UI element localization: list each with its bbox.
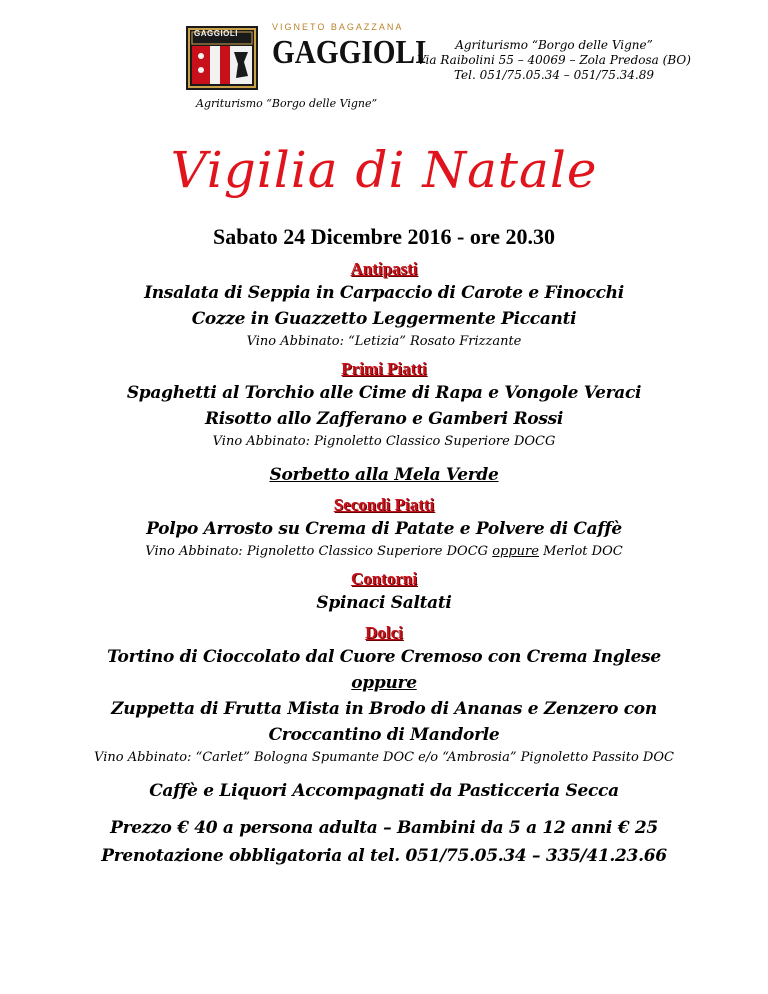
sorbetto: Sorbetto alla Mela Verde: [269, 465, 499, 485]
dish: Polpo Arrosto su Crema di Patate e Polvere di Caffè: [146, 519, 622, 539]
price-line: Prezzo € 40 a persona adulta – Bambini da 5 a 12 anni € 25: [110, 818, 658, 838]
section-heading-dolci: Dolci: [365, 623, 403, 642]
section-heading-contorni: Contorni: [350, 569, 418, 588]
page-title: Vigilia di Natale: [170, 141, 598, 199]
address-line: Via Raibolini 55 – 40069 – Zola Predosa (BO): [417, 53, 691, 67]
menu: [0, 258, 768, 870]
section-heading-secondi: Secondi Piatti: [333, 495, 435, 514]
dish-oppure: oppure: [351, 673, 417, 693]
closing-line: Caffè e Liquori Accompagnati da Pasticceria Secca: [149, 781, 619, 801]
booking-line: Prenotazione obbligatoria al tel. 051/75.05.34 – 335/41.23.66: [101, 846, 667, 866]
wine-pairing: Vino Abbinato: “Carlet” Bologna Spumante DOC e/o “Ambrosia” Pignoletto Passito DOC: [94, 750, 674, 765]
section-heading-antipasti: Antipasti: [350, 259, 418, 278]
address-line: Agriturismo “Borgo delle Vigne”: [455, 38, 653, 52]
event-date: Sabato 24 Dicembre 2016 - ore 20.30: [213, 224, 555, 249]
address-block: [404, 38, 704, 83]
logo: [178, 20, 427, 100]
crest-label: GAGGIOLI: [194, 29, 238, 38]
dish: Spinaci Saltati: [316, 593, 452, 613]
wine-oppure: oppure: [492, 544, 539, 559]
dish: Croccantino di Mandorle: [268, 725, 500, 745]
wine-pairing: [0, 542, 768, 562]
logo-brand: GAGGIOLI: [272, 34, 427, 71]
wine-text: Vino Abbinato: Pignoletto Classico Superiore DOCG: [145, 544, 493, 559]
wine-text: Merlot DOC: [538, 544, 623, 559]
section-heading-primi: Primi Piatti: [341, 359, 427, 378]
logo-caption: Agriturismo “Borgo delle Vigne”: [196, 97, 378, 110]
dish: Tortino di Cioccolato dal Cuore Cremoso con Crema Inglese: [107, 647, 661, 667]
dish: Zuppetta di Frutta Mista in Brodo di Ananas e Zenzero con: [111, 699, 657, 719]
dish: Risotto allo Zafferano e Gamberi Rossi: [204, 409, 564, 429]
wine-pairing: Vino Abbinato: “Letizia” Rosato Frizzante: [246, 334, 522, 349]
logo-top-text: VIGNETO BAGAZZANA: [272, 22, 404, 32]
dish: Spaghetti al Torchio alle Cime di Rapa e Vongole Veraci: [126, 383, 642, 403]
address-line: Tel. 051/75.05.34 – 051/75.34.89: [453, 68, 655, 82]
dish: Insalata di Seppia in Carpaccio di Carote e Finocchi: [144, 283, 624, 303]
dish: Cozze in Guazzetto Leggermente Piccanti: [191, 309, 577, 329]
wine-pairing: Vino Abbinato: Pignoletto Classico Superiore DOCG: [212, 434, 556, 449]
